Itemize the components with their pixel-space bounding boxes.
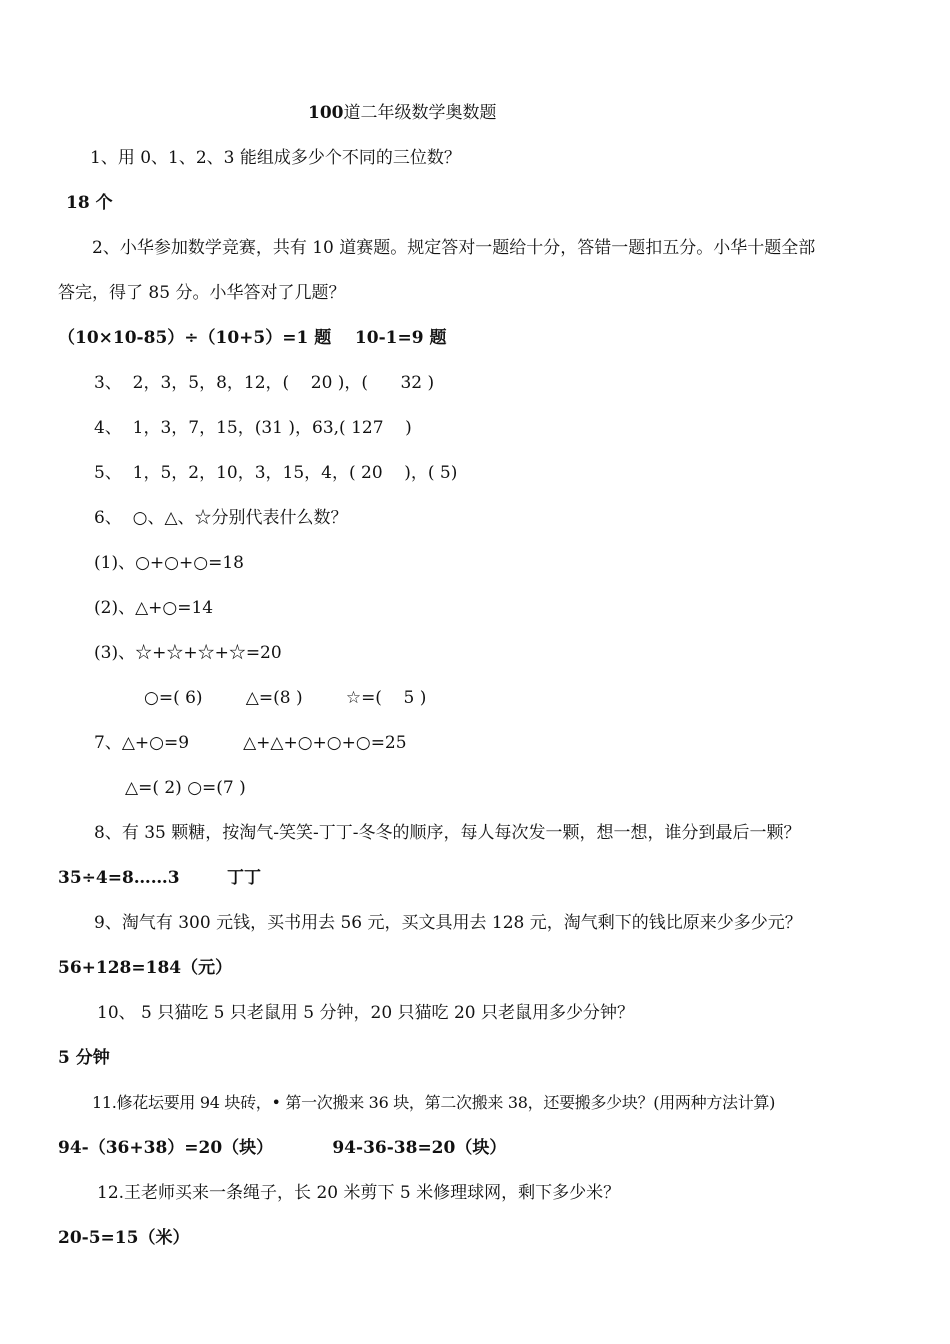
answer-9: 56+128=184（元） xyxy=(58,958,233,978)
question-6-part-3: (3)、☆+☆+☆+☆=20 xyxy=(94,643,282,663)
question-7: 7、△+○=9 △+△+○+○+○=25 xyxy=(94,733,407,753)
question-4: 4、 1，3，7，15，(31 )，63,( 127 ) xyxy=(94,418,412,438)
answer-11: 94-（36+38）=20（块） 94-36-38=20（块） xyxy=(58,1138,507,1158)
question-6-part-2: (2)、△+○=14 xyxy=(94,598,214,618)
document-title xyxy=(308,102,497,124)
question-6: 6、 ○、△、☆分别代表什么数？ xyxy=(94,508,348,528)
question-2-line1: 2、小华参加数学竞赛，共有 10 道赛题。规定答对一题给十分，答错一题扣五分。小华十题全部 xyxy=(92,238,816,258)
question-9: 9、淘气有 300 元钱，买书用去 56 元，买文具用去 128 元，淘气剩下的钱比原来少多少元？ xyxy=(94,913,802,933)
question-11: 11.修花坛要用 94 块砖，• 第一次搬来 36 块，第二次搬来 38，还要搬多少块？(用两种方法计算) xyxy=(92,1093,776,1112)
title-text: 道二年级数学奥数题 xyxy=(343,103,497,123)
question-3: 3、 2，3，5，8，12，( 20 )，( 32 ) xyxy=(94,373,435,393)
answer-6: ○=( 6) △=(8 ) ☆=( 5 ) xyxy=(144,688,427,708)
answer-1: 18 个 xyxy=(66,193,113,213)
answer-8: 35÷4=8……3 丁丁 xyxy=(58,868,261,888)
question-8: 8、有 35 颗糖，按淘气-笑笑-丁丁-冬冬的顺序，每人每次发一颗，想一想，谁分到最后一颗？ xyxy=(94,823,801,843)
title-number: 100 xyxy=(308,103,344,123)
question-12: 12.王老师买来一条绳子，长 20 米剪下 5 米修理球网，剩下多少米？ xyxy=(97,1183,621,1203)
answer-7: △=( 2) ○=(7 ) xyxy=(125,778,246,798)
answer-2: （10×10-85）÷（10+5）=1 题 10-1=9 题 xyxy=(58,328,447,348)
question-5: 5、 1，5，2，10，3，15，4，( 20 )，( 5) xyxy=(94,463,458,483)
question-2-line2: 答完，得了 85 分。小华答对了几题？ xyxy=(58,283,346,303)
question-6-part-1: (1)、○+○+○=18 xyxy=(94,553,244,573)
question-1: 1、用 0、1、2、3 能组成多少个不同的三位数？ xyxy=(90,148,461,168)
answer-10: 5 分钟 xyxy=(58,1048,110,1068)
question-10: 10、 5 只猫吃 5 只老鼠用 5 分钟，20 只猫吃 20 只老鼠用多少分钟？ xyxy=(97,1003,634,1023)
answer-12: 20-5=15（米） xyxy=(58,1228,190,1248)
